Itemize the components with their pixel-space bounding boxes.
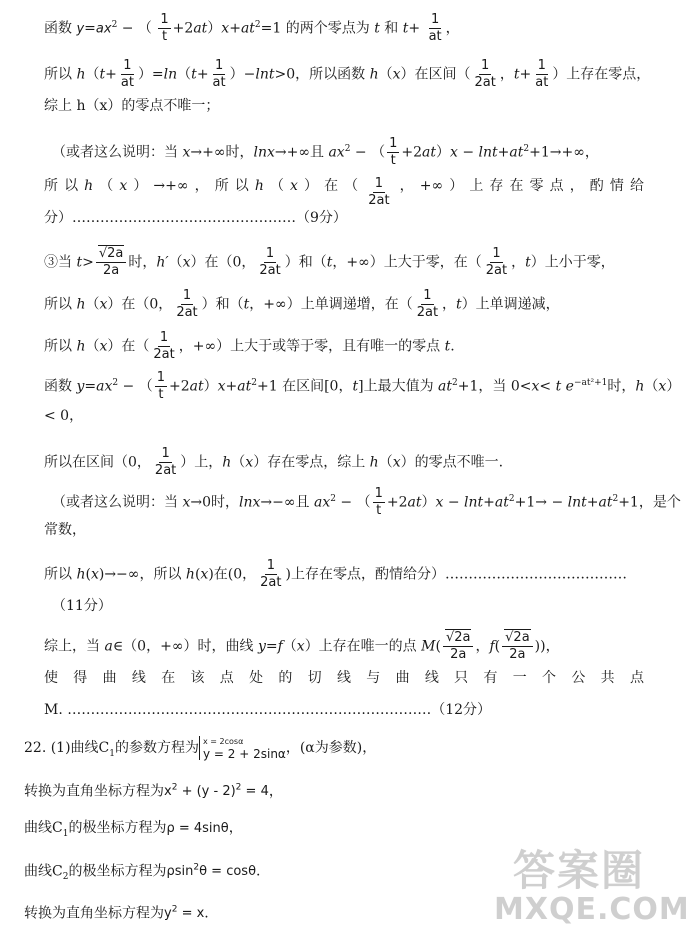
q22-line-3: 曲线$C_1$的极坐标方程为ρ = 4sinθ， <box>24 820 243 839</box>
line-14: 综上，当 a∈（0，+∞）时，曲线 y=f（x）上存在唯一的点 M( $\frac{√2a}{2a}$ ，f( $\frac{√2a}{2a}$ ))， <box>44 630 560 662</box>
line-9b: < 0， <box>44 408 84 424</box>
line-15b: M. ……………………………………………………………………（12分） <box>44 702 492 718</box>
line-5: 所 以 h （ x ） →+∞ ， 所 以 h （ x ） 在 （ $\frac{1}{2at}$ ， +∞ ） 上 存 在 零 点 ， 酌 情 给 <box>44 176 644 208</box>
line-6: ③当 t> $\frac{√2a}{2a}$ 时，h′（x）在（0， $\frac{1}{2at}$ ）和（t，+∞）上大于零，在（ $\frac{1}{2at}$ ，t）上小于零， <box>44 246 615 278</box>
q22-line-1: 22. (1)曲线$C_1$的参数方程为 x = 2cosα y = 2 + 2sinα ，(α为参数)， <box>24 737 377 761</box>
line-13: （11分） <box>52 598 112 614</box>
line-4: （或者这么说明：当 x→+∞时，lnx→+∞且 $ax^2$ − （ $\frac{1}{t}$ $+2at)x - \ln t+at^2+1\to+\infty$， <box>52 136 599 168</box>
line-15: 使 得 曲 线 在 该 点 处 的 切 线 与 曲 线 只 有 一 个 公 共 点 <box>44 670 644 686</box>
q22-line-4: 曲线$C_2$的极坐标方程为ρsin$^2$θ = cosθ. <box>24 863 261 883</box>
watermark-top-text: 答案圈 <box>512 846 645 895</box>
watermark-bottom-text: MXQE.COM <box>494 892 690 927</box>
line-9: 函数 $y=ax^2$ − （ $\frac{1}{t}$ $+2at)x+at^2+1$ 在区间[0，t]上最大值为 $at^2+1$，当 0<x< t $e^{-at^2+1}$时，h（x） <box>44 370 681 402</box>
line-12: 所以 h(x)→−∞，所以 h(x)在(0， $\frac{1}{2at}$ )上存在零点，酌情给分）………………………………… <box>44 558 627 590</box>
line-1: 函数 $y=ax^2$ − （ $\frac{1}{t}$ $+2at)x+at^2=1$ 的两个零点为 t 和 t+ $\frac{1}{at}$ ， <box>44 12 460 44</box>
line-5b: 分）…………………………………………（9分） <box>44 210 347 226</box>
line-7: 所以 h（x）在（0， $\frac{1}{2at}$ ）和（t，+∞）上单调递增，在（ $\frac{1}{2at}$ ，t）上单调递减， <box>44 288 560 320</box>
line-8: 所以 h（x）在（ $\frac{1}{2at}$ ，+∞）上大于或等于零，且有唯一的零点 t. <box>44 330 455 362</box>
line-3: 综上 h（x）的零点不唯一； <box>44 98 220 114</box>
q22-line-5: 转换为直角坐标方程为$y^2 = x$. <box>24 905 209 922</box>
line-10: 所以在区间（0， $\frac{1}{2at}$ ）上，h（x）存在零点，综上 h（x）的零点不唯一. <box>44 446 504 478</box>
line-11: （或者这么说明：当 x→0时，lnx→−∞且 $ax^2$ − （ $\frac{1}{t}$ $+2at)x - \ln t+at^2+1\to - \ln t+at^2+1$，是个 <box>52 486 681 518</box>
line-2: 所以 h（t+ $\frac{1}{at}$ ）=ln（t+ $\frac{1}{at}$ ）−lnt>0，所以函数 h（x）在区间（ $\frac{1}{2at}$ ，t+ $\frac{1}{at}$ ）上存在零点， <box>44 58 651 90</box>
watermark-logo <box>494 838 690 930</box>
q22-line-2: 转换为直角坐标方程为$x^2 + (y - 2)^2 = 4$， <box>24 783 283 800</box>
line-11b: 常数， <box>44 522 86 538</box>
